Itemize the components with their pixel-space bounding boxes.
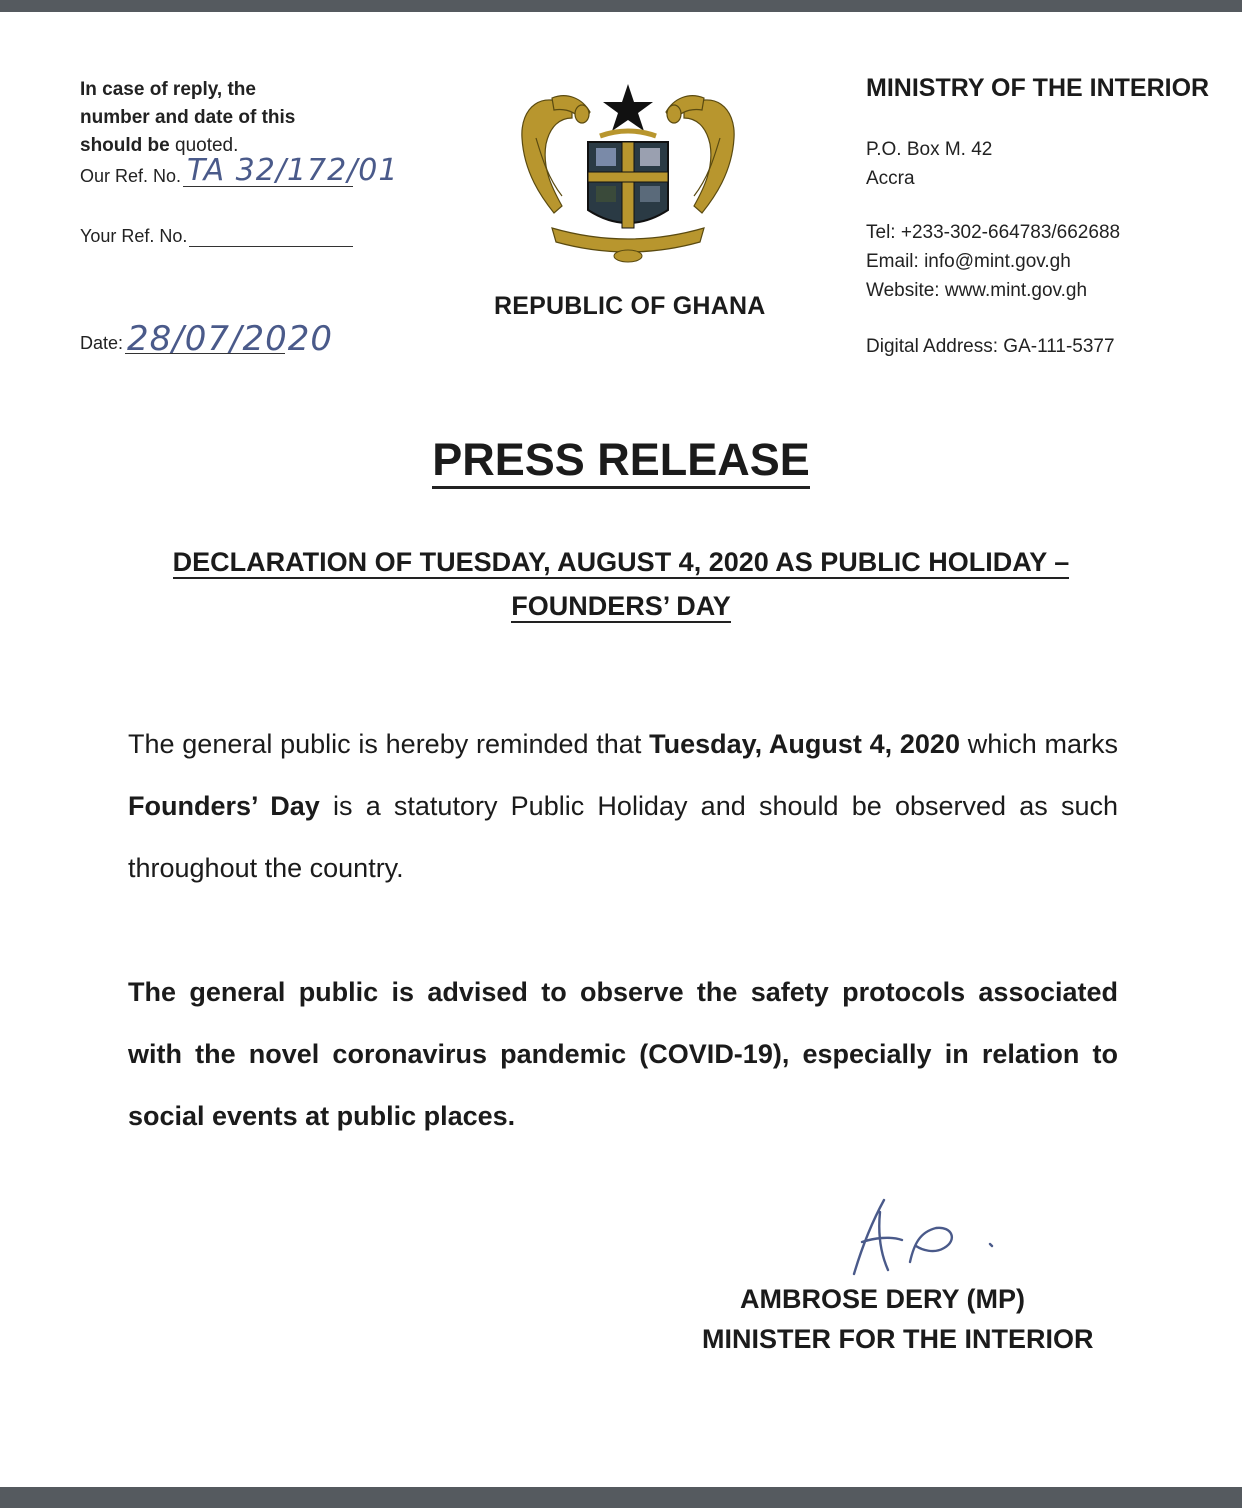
signatory-name: AMBROSE DERY (MP) (740, 1284, 1026, 1314)
press-release-title (0, 434, 1242, 486)
signatory-title: MINISTER FOR THE INTERIOR (702, 1324, 1094, 1354)
our-ref-row (80, 153, 399, 188)
body-paragraph-1 (128, 713, 1118, 899)
digital-address: Digital Address: GA-111-5377 (866, 336, 1115, 357)
reply-note (80, 76, 380, 160)
bottom-border (0, 1487, 1242, 1508)
reply-note-line-3b: quoted. (175, 135, 239, 156)
our-ref-value: TA 32/172/01 (187, 153, 399, 188)
your-ref-line (189, 246, 353, 247)
postal-address (866, 135, 992, 193)
p1-text-c: which marks (959, 729, 1119, 759)
release-subject (0, 540, 1242, 628)
reply-note-line-2: number and date of this (80, 107, 296, 128)
signature-graphic (840, 1192, 1010, 1282)
date-label: Date: (80, 333, 124, 353)
subject-line-1: DECLARATION OF TUESDAY, AUGUST 4, 2020 AS PUBLIC HOLIDAY – (172, 547, 1070, 577)
our-ref-label: Our Ref. No. (80, 166, 182, 186)
contact-details (866, 218, 1120, 305)
po-box: P.O. Box M. 42 (866, 139, 993, 160)
your-ref-label: Your Ref. No. (80, 226, 188, 246)
p1-holiday-bold: Founders’ Day (128, 791, 320, 821)
date-line (125, 319, 333, 359)
p1-text-a: The general public is hereby reminded that (128, 729, 650, 759)
p1-text-e: is a statutory Public Holiday and should be observed as such throughout the country. (128, 791, 1119, 883)
email: Email: info@mint.gov.gh (866, 251, 1071, 272)
city: Accra (866, 168, 915, 189)
ghana-coat-of-arms-icon (512, 78, 744, 268)
ministry-name: MINISTRY OF THE INTERIOR (866, 74, 1210, 102)
title-text: PRESS RELEASE (432, 434, 810, 489)
our-ref-line (183, 153, 399, 188)
body-paragraph-2: The general public is advised to observe the safety protocols associated with the novel coronavirus pandemic (COVID-19), especially in relation to social events at public places. (128, 977, 1118, 1131)
telephone: Tel: +233-302-664783/662688 (866, 222, 1121, 243)
p1-date-bold: Tuesday, August 4, 2020 (649, 729, 960, 759)
your-ref-row (80, 226, 353, 247)
date-value: 28/07/2020 (127, 319, 333, 359)
website: Website: www.mint.gov.gh (866, 280, 1088, 301)
country-name: REPUBLIC OF GHANA (494, 292, 766, 320)
reply-note-line-3a: should be (80, 135, 170, 156)
reply-note-line-1: In case of reply, the (80, 79, 256, 100)
subject-line-2: FOUNDERS’ DAY (511, 591, 731, 621)
top-border (0, 0, 1242, 12)
date-row (80, 319, 333, 359)
